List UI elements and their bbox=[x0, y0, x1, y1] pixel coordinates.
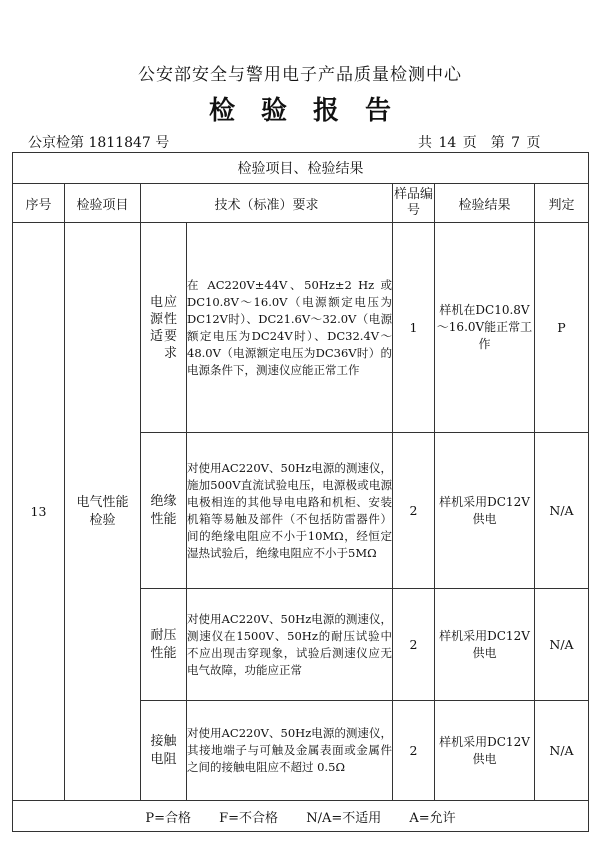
subitem-label-col2: 应性要求 bbox=[163, 294, 177, 361]
report-title: 检验报告 bbox=[208, 96, 417, 126]
requirement-text: 对使用AC220V、50Hz电源的测速仪，其接地端子与可触及金属表面或金属件之间的接触电阻应不超过 0.5Ω bbox=[187, 701, 393, 801]
col-header-verdict: 判定 bbox=[535, 184, 589, 223]
subitem-label bbox=[141, 701, 187, 801]
total-pages: 共 14 页 bbox=[418, 135, 477, 151]
result-text: 样机采用DC12V供电 bbox=[435, 589, 535, 701]
subitem-label-text: 绝缘性能 bbox=[150, 493, 177, 527]
result-text: 样机在DC10.8V～16.0V能正常工作 bbox=[435, 223, 535, 433]
inspection-item-text: 电气性能检验 bbox=[76, 494, 129, 528]
subitem-label-text: 接触电阻 bbox=[150, 733, 177, 767]
subitem-label bbox=[141, 433, 187, 589]
organization-name: 公安部安全与警用电子产品质量检测中心 bbox=[138, 65, 462, 85]
legend-pass: P=合格 bbox=[145, 810, 191, 826]
current-page: 第 7 页 bbox=[490, 135, 541, 151]
subitem-label-col1: 电源适 bbox=[149, 294, 163, 344]
col-header-requirement: 技术（标准）要求 bbox=[141, 184, 393, 223]
result-text: 样机采用DC12V供电 bbox=[435, 701, 535, 801]
row-number: 13 bbox=[13, 223, 65, 801]
table-header-row bbox=[13, 184, 589, 223]
inspection-item bbox=[65, 223, 141, 801]
subitem-label-text: 耐压性能 bbox=[150, 627, 177, 661]
verdict: N/A bbox=[535, 589, 589, 701]
requirement-text: 对使用AC220V、50Hz电源的测速仪，施加500V直流试验电压，电源极或电源电极相连的其他导电电路和机柜、安装机箱等易触及部件（不包括防雷器件）间的绝缘电阻应不小于10MΩ，经恒定湿热试验后，绝缘电阻应不小于5MΩ bbox=[187, 433, 393, 589]
sample-number: 1 bbox=[393, 223, 435, 433]
requirement-text: 在 AC220V±44V、50Hz±2 Hz 或DC10.8V～16.0V（电源额定电压为DC12V时）、DC21.6V～32.0V（电源额定电压为DC24V时）、DC32.4V～48.0V（电源额定电压为DC36V时）的电源条件下，测速仪应能正常工作 bbox=[187, 223, 393, 433]
subitem-label bbox=[141, 589, 187, 701]
legend-fail: F=不合格 bbox=[219, 810, 279, 826]
verdict: N/A bbox=[535, 701, 589, 801]
legend-allow: A=允许 bbox=[409, 810, 456, 826]
verdict-legend bbox=[13, 801, 589, 832]
verdict: P bbox=[535, 223, 589, 433]
col-header-sample: 样品编号 bbox=[393, 184, 435, 223]
result-text: 样机采用DC12V供电 bbox=[435, 433, 535, 589]
table-row bbox=[13, 223, 589, 433]
subitem-label bbox=[141, 223, 187, 433]
sample-number: 2 bbox=[393, 433, 435, 589]
sample-number: 2 bbox=[393, 701, 435, 801]
verdict: N/A bbox=[535, 433, 589, 589]
section-title: 检验项目、检验结果 bbox=[13, 153, 589, 184]
sample-number: 2 bbox=[393, 589, 435, 701]
legend-na: N/A=不适用 bbox=[306, 810, 382, 826]
requirement-text: 对使用AC220V、50Hz电源的测速仪，测速仪在1500V、50Hz的耐压试验中不应出现击穿现象，试验后测速仪应无电气故障，功能应正常 bbox=[187, 589, 393, 701]
page-info bbox=[418, 132, 555, 152]
col-header-result: 检验结果 bbox=[435, 184, 535, 223]
col-header-no: 序号 bbox=[13, 184, 65, 223]
report-number: 公京检第 1811847 号 bbox=[28, 135, 170, 151]
inspection-table bbox=[12, 152, 589, 832]
col-header-item: 检验项目 bbox=[65, 184, 141, 223]
